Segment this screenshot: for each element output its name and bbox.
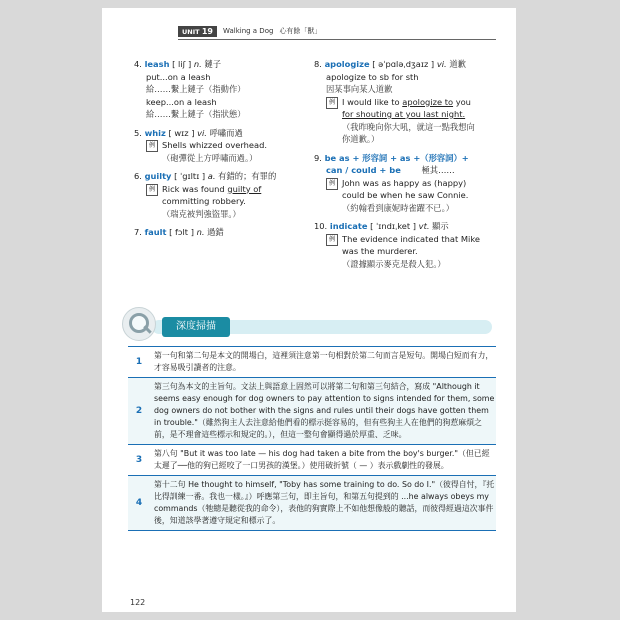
vocab-entry	[314, 58, 499, 146]
entry-meaning: 鏈子	[204, 59, 222, 69]
phrase-line: put...on a leash	[146, 71, 211, 82]
row-text: 第一句和第二句是本文的開場白，這裡須注意第一句相對於第二句而言是短句。開場白短而有力，才容易吸引讀者的注意。	[154, 351, 494, 372]
entry-meaning: 過錯	[207, 227, 224, 237]
example-translation: （我昨晚向你大吼，就這一點我想向	[342, 121, 475, 132]
example-underlined: for shouting at you last night.	[342, 109, 466, 119]
row-number: 1	[135, 357, 143, 367]
example-sentence: Shells whizzed overhead.	[162, 140, 267, 150]
example-sentence	[162, 183, 261, 196]
example-sentence: was the murderer.	[342, 246, 418, 256]
unit-title-en: Walking a Dog	[222, 27, 274, 35]
entry-number: 7.	[134, 227, 142, 237]
example-icon: 例	[326, 178, 338, 190]
example-translation: 你道歉。）	[342, 134, 380, 144]
vocab-entry	[134, 170, 304, 220]
entry-number: 6.	[134, 171, 142, 181]
example-underlined: apologize to	[402, 96, 454, 107]
running-header	[178, 24, 321, 38]
vocab-entry	[314, 152, 499, 215]
phrase-line: apologize to sb for sth	[326, 71, 419, 82]
entry-pos: vt.	[418, 221, 430, 231]
example-sentence: The evidence indicated that Mike	[342, 233, 480, 244]
entry-pos: vi.	[436, 59, 447, 69]
example-underlined: guilty of	[227, 183, 262, 194]
vocab-right-column	[314, 58, 499, 276]
phrase-line: keep...on a leash	[146, 96, 217, 107]
entry-pronunciation: [ fɔlt ]	[169, 227, 194, 237]
example-text: you	[453, 96, 471, 107]
example	[134, 139, 304, 164]
example-icon: 例	[326, 97, 338, 109]
entry-meaning: 極其……	[421, 165, 455, 175]
entry-number: 10.	[314, 221, 328, 231]
vocab-entry	[134, 58, 304, 121]
row-number: 4	[135, 498, 143, 508]
unit-number: 19	[201, 26, 213, 36]
example-translation: （砲彈從上方呼嘯而過。）	[162, 152, 258, 163]
analysis-table	[128, 346, 496, 531]
phrase-line: 給……繫上鏈子（指動作）	[146, 84, 246, 94]
phrase-line: 給……繫上鏈子（指狀態）	[146, 109, 246, 119]
entry-number: 9.	[314, 152, 322, 163]
entry-word: indicate	[329, 221, 368, 231]
row-text: 第八句 "But it was too late — his dog had taken a bite from the boy's burger."（但已經太遲了──他的狗已經咬了一口男孩的漢堡。）使用破折號（ — ）表示戲劇性的發展。	[154, 449, 490, 470]
section-banner	[122, 315, 492, 337]
entry-word: guilty	[144, 171, 172, 181]
entry-word: apologize	[324, 59, 370, 69]
unit-badge	[178, 26, 217, 37]
entry-word: whiz	[144, 127, 166, 138]
example	[314, 233, 499, 271]
example-translation: （約翰看到康妮時雀躍不已。）	[342, 202, 455, 213]
vocab-entry	[314, 220, 499, 270]
entry-number: 8.	[314, 59, 322, 69]
entry-pos: a.	[207, 171, 216, 181]
example	[314, 177, 499, 215]
example-sentence: John was as happy as (happy)	[342, 177, 467, 188]
page-number: 122	[130, 598, 146, 607]
entry-word: fault	[144, 227, 167, 237]
entry-word: can / could + be	[326, 165, 401, 175]
row-text: 第三句為本文的主旨句。文法上與語意上固然可以將第二句和第三句結合，寫成 "Although it seems easy enough for dog owners to pay attention to signs intended for them, some dog owners do not bother with the signs and rules until their dogs have gotten them in trouble."（雖然狗主人去注意給他們看的標示挺容易的，但有些狗主人在他們的狗惹麻煩之前，是不理會這些標示和規定的。），但這一整句會顯得過於厚重、乏味。	[154, 382, 495, 439]
analysis-row	[128, 347, 496, 378]
example	[314, 96, 499, 146]
entry-number: 4.	[134, 59, 142, 69]
entry-meaning: 道歉	[449, 59, 466, 69]
phrase-line: 因某事向某人道歉	[326, 84, 393, 94]
analysis-row	[128, 445, 496, 476]
entry-pronunciation: [ liʃ ]	[172, 59, 192, 69]
example-text: Rick was found	[162, 183, 228, 194]
entry-pos: n.	[196, 227, 205, 237]
entry-pronunciation: [ əˈpɑləˌdʒaɪz ]	[372, 59, 435, 69]
example-sentence	[342, 96, 475, 109]
entry-word: be as + 形容詞 + as +（形容詞）+	[324, 152, 469, 163]
analysis-row	[128, 476, 496, 531]
header-rule	[178, 39, 496, 40]
entry-pronunciation: [ ˈɪndɪˌket ]	[370, 221, 417, 231]
entry-meaning: 呼嘯而過	[209, 127, 243, 138]
entry-word: leash	[144, 59, 170, 69]
vocab-entry	[134, 226, 304, 239]
unit-label: UNIT	[182, 27, 200, 36]
example-translation: （瑞克被判強盜罪。）	[162, 208, 241, 219]
example-icon: 例	[146, 184, 158, 196]
entry-meaning: 顯示	[432, 221, 449, 231]
entry-pronunciation: [ wɪz ]	[168, 127, 195, 138]
row-number: 2	[135, 406, 143, 416]
example-translation: （證據顯示麥克是殺人犯。）	[342, 258, 446, 269]
example-sentence: could be when he saw Connie.	[342, 190, 469, 200]
book-page	[102, 8, 516, 612]
analysis-row	[128, 378, 496, 445]
magnifier-icon	[122, 307, 156, 341]
example	[134, 183, 304, 221]
example-icon: 例	[326, 234, 338, 246]
vocab-left-column	[134, 58, 304, 245]
entry-pronunciation: [ ˈgɪltɪ ]	[174, 171, 206, 181]
example-sentence: committing robbery.	[162, 196, 246, 206]
vocab-entry	[134, 127, 304, 165]
example-icon: 例	[146, 140, 158, 152]
entry-number: 5.	[134, 127, 142, 138]
example-text: I would like to	[342, 96, 403, 107]
section-title: 深度掃描	[162, 317, 230, 337]
entry-pos: n.	[193, 59, 202, 69]
entry-meaning: 有錯的；有罪的	[218, 171, 277, 181]
row-text: 第十二句 He thought to himself, "Toby has some training to do. So do I."（彼得自忖，『托比得訓練一番。我也一樣。』）呼應第三句，即主旨句，和第五句提到的 ...he always obeys my commands（牠總是聽從我的命令），表他的狗實際上不如他想像般的聽話，而彼得經過這次事件後，知道該學著遵守規定和標示了。	[154, 480, 495, 525]
unit-title-zh: 心有餘「獸」	[279, 27, 322, 35]
entry-pos: vi.	[197, 127, 207, 138]
row-number: 3	[135, 455, 143, 465]
